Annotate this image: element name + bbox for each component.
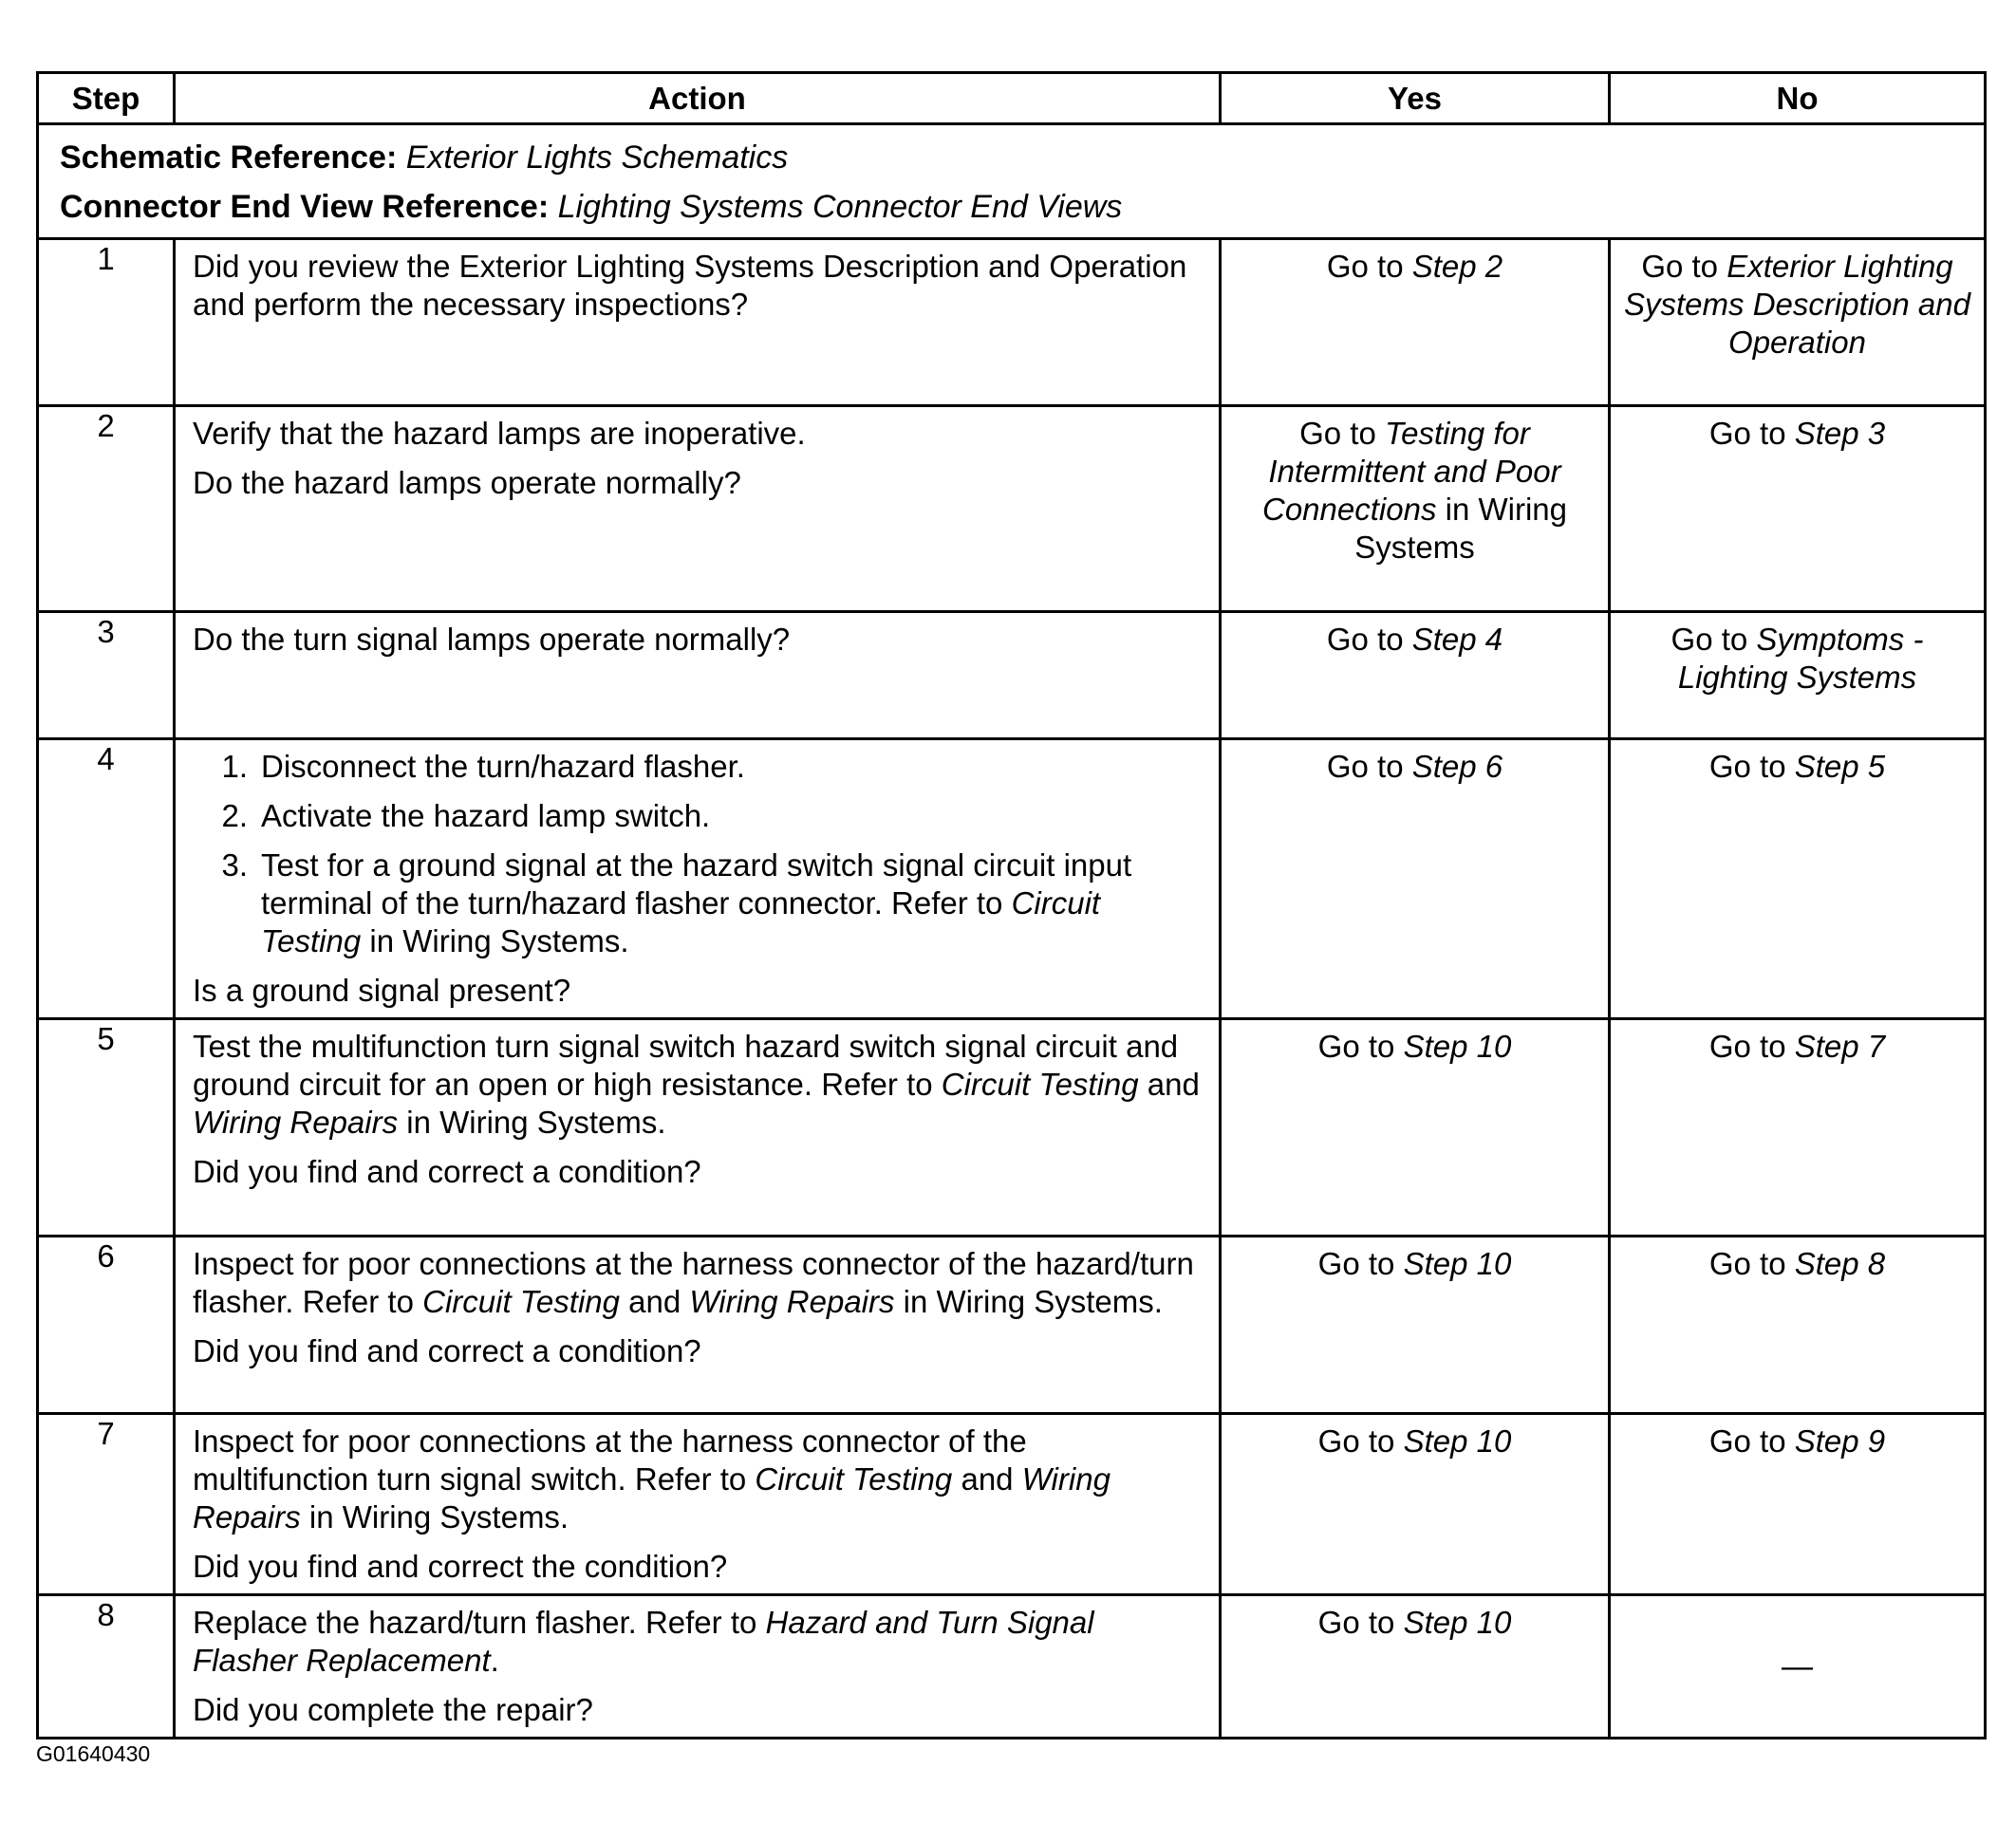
step-number: 4 xyxy=(38,739,175,1019)
no-cell xyxy=(1610,612,1986,739)
schematic-reference-link[interactable]: Exterior Lights Schematics xyxy=(405,140,789,176)
action-cell xyxy=(175,1019,1221,1237)
step-number: 8 xyxy=(38,1595,175,1739)
no-prefix: Go to xyxy=(1708,749,1795,784)
action-text-part: in Wiring Systems. xyxy=(300,1499,569,1535)
action-cell xyxy=(175,406,1221,612)
no-prefix: Go to xyxy=(1708,1029,1795,1064)
reference-row xyxy=(38,124,1986,239)
no-cell xyxy=(1610,739,1986,1019)
yes-prefix: Go to xyxy=(1326,249,1412,284)
no-prefix: Go to xyxy=(1641,249,1727,284)
yes-link[interactable]: Testing for Intermittent and Poor Connections xyxy=(1262,416,1561,527)
connector-reference xyxy=(60,182,1963,232)
action-steps-list xyxy=(193,748,1202,960)
table-row xyxy=(38,406,1986,612)
no-result xyxy=(1620,415,1974,453)
action-text xyxy=(193,1245,1202,1321)
yes-result xyxy=(1231,415,1598,567)
action-question: Did you find and correct the condition? xyxy=(193,1549,728,1584)
list-item xyxy=(193,748,1202,786)
action-link[interactable]: Wiring Repairs xyxy=(689,1284,895,1319)
no-cell xyxy=(1610,406,1986,612)
list-number: 1. xyxy=(221,749,248,784)
action-cell xyxy=(175,612,1221,739)
action-cell xyxy=(175,239,1221,406)
step-number: 3 xyxy=(38,612,175,739)
step-number: 1 xyxy=(38,239,175,406)
no-link[interactable]: Step 3 xyxy=(1794,416,1886,451)
step-number: 2 xyxy=(38,406,175,612)
yes-prefix: Go to xyxy=(1299,416,1385,451)
list-suffix: in Wiring Systems. xyxy=(361,923,629,958)
yes-result xyxy=(1231,748,1598,786)
no-cell xyxy=(1610,1414,1986,1595)
table-row xyxy=(38,1414,1986,1595)
yes-prefix: Go to xyxy=(1317,1605,1404,1640)
yes-prefix: Go to xyxy=(1326,749,1412,784)
no-prefix: Go to xyxy=(1708,1246,1795,1281)
step-number: 6 xyxy=(38,1237,175,1414)
no-link[interactable]: Step 9 xyxy=(1794,1423,1886,1459)
yes-cell xyxy=(1221,1237,1610,1414)
no-result xyxy=(1620,1245,1974,1283)
yes-suffix: in Wiring Systems xyxy=(1354,492,1567,565)
yes-cell xyxy=(1221,1414,1610,1595)
no-result xyxy=(1620,1028,1974,1066)
action-text-part: in Wiring Systems. xyxy=(398,1105,666,1140)
yes-cell xyxy=(1221,406,1610,612)
step-number: 5 xyxy=(38,1019,175,1237)
action-text xyxy=(193,1028,1202,1142)
yes-prefix: Go to xyxy=(1317,1029,1404,1064)
action-text xyxy=(193,1604,1202,1680)
action-text-part: . xyxy=(490,1643,499,1678)
action-text-part: and xyxy=(1138,1067,1200,1102)
connector-reference-link[interactable]: Lighting Systems Connector End Views xyxy=(557,189,1123,225)
header-no: No xyxy=(1610,73,1986,124)
no-link[interactable]: Step 7 xyxy=(1794,1029,1886,1064)
yes-cell xyxy=(1221,612,1610,739)
action-text-part: Test the multifunction turn signal switch hazard switch signal circuit and ground circuit for an open or high resistance. Refer to xyxy=(193,1029,1179,1102)
table-row xyxy=(38,739,1986,1019)
action-cell xyxy=(175,1237,1221,1414)
action-link[interactable]: Circuit Testing xyxy=(755,1461,953,1497)
list-item xyxy=(193,846,1202,960)
action-text-part: Inspect for poor connections at the harness connector of the hazard/turn flasher. Refer to xyxy=(193,1246,1194,1319)
action-link[interactable]: Wiring Repairs xyxy=(193,1461,1111,1535)
no-link[interactable]: Exterior Lighting Systems Description and Operation xyxy=(1624,249,1970,360)
action-question: Did you complete the repair? xyxy=(193,1692,593,1727)
no-prefix: Go to xyxy=(1708,416,1795,451)
no-link[interactable]: Step 8 xyxy=(1794,1246,1886,1281)
table-row xyxy=(38,1237,1986,1414)
table-row xyxy=(38,1595,1986,1739)
header-step: Step xyxy=(38,73,175,124)
action-link[interactable]: Wiring Repairs xyxy=(193,1105,399,1140)
action-link[interactable]: Circuit Testing xyxy=(941,1067,1139,1102)
list-text: Activate the hazard lamp switch. xyxy=(261,798,711,833)
yes-link[interactable]: Step 2 xyxy=(1411,249,1503,284)
yes-result xyxy=(1231,1423,1598,1460)
yes-link[interactable]: Step 10 xyxy=(1403,1605,1512,1640)
no-result: — xyxy=(1782,1648,1813,1683)
yes-cell xyxy=(1221,1019,1610,1237)
action-question: Is a ground signal present? xyxy=(193,973,571,1008)
yes-cell xyxy=(1221,739,1610,1019)
action-question: Do the hazard lamps operate normally? xyxy=(193,465,741,500)
yes-result xyxy=(1231,1028,1598,1066)
yes-link[interactable]: Step 4 xyxy=(1411,622,1503,657)
schematic-reference-label: Schematic Reference: xyxy=(60,140,398,176)
no-cell xyxy=(1610,1019,1986,1237)
action-text: Did you review the Exterior Lighting Systems Description and Operation and perform the necessary inspections? xyxy=(193,249,1187,322)
no-cell xyxy=(1610,1595,1986,1739)
yes-link[interactable]: Step 6 xyxy=(1411,749,1503,784)
list-item xyxy=(193,797,1202,835)
table-row xyxy=(38,612,1986,739)
step-number: 7 xyxy=(38,1414,175,1595)
header-row xyxy=(38,73,1986,124)
yes-prefix: Go to xyxy=(1317,1246,1404,1281)
yes-cell xyxy=(1221,239,1610,406)
table-row xyxy=(38,239,1986,406)
no-prefix: Go to xyxy=(1708,1423,1795,1459)
action-link[interactable]: Circuit Testing xyxy=(422,1284,620,1319)
no-prefix: Go to xyxy=(1671,622,1757,657)
list-text: Disconnect the turn/hazard flasher. xyxy=(261,749,745,784)
list-link[interactable]: Circuit Testing xyxy=(261,885,1101,958)
yes-prefix: Go to xyxy=(1317,1423,1404,1459)
table-row xyxy=(38,1019,1986,1237)
no-result xyxy=(1620,621,1974,697)
yes-result xyxy=(1231,621,1598,659)
action-cell xyxy=(175,1414,1221,1595)
list-text-wrap xyxy=(261,846,1202,960)
header-action: Action xyxy=(175,73,1221,124)
no-result xyxy=(1620,248,1974,362)
diagnostic-table xyxy=(36,71,1987,1739)
action-text-part: and xyxy=(620,1284,690,1319)
no-cell xyxy=(1610,239,1986,406)
no-result xyxy=(1620,1423,1974,1460)
action-cell xyxy=(175,1595,1221,1739)
action-text-part: and xyxy=(952,1461,1022,1497)
yes-link[interactable]: Step 10 xyxy=(1403,1423,1512,1459)
action-link[interactable]: Hazard and Turn Signal Flasher Replacement xyxy=(193,1605,1094,1678)
yes-result xyxy=(1231,1604,1598,1642)
yes-cell xyxy=(1221,1595,1610,1739)
action-text-part: Inspect for poor connections at the harness connector of the multifunction turn signal switch. Refer to xyxy=(193,1423,1027,1497)
action-text: Verify that the hazard lamps are inoperative. xyxy=(193,416,806,451)
action-text xyxy=(193,1423,1202,1536)
no-cell xyxy=(1610,1237,1986,1414)
reference-cell xyxy=(38,124,1986,239)
list-number: 3. xyxy=(221,847,248,883)
action-text-part: Replace the hazard/turn flasher. Refer to xyxy=(193,1605,766,1640)
yes-link[interactable]: Step 10 xyxy=(1403,1029,1512,1064)
action-text: Do the turn signal lamps operate normally? xyxy=(193,622,791,657)
no-result xyxy=(1620,748,1974,786)
schematic-reference xyxy=(60,133,1963,182)
yes-result xyxy=(1231,248,1598,286)
no-link[interactable]: Symptoms - Lighting Systems xyxy=(1677,622,1924,695)
action-text-part: in Wiring Systems. xyxy=(894,1284,1163,1319)
yes-prefix: Go to xyxy=(1326,622,1412,657)
list-number: 2. xyxy=(221,798,248,833)
action-cell xyxy=(175,739,1221,1019)
action-question: Did you find and correct a condition? xyxy=(193,1333,701,1368)
yes-link[interactable]: Step 10 xyxy=(1403,1246,1512,1281)
figure-id: G01640430 xyxy=(36,1741,151,1766)
yes-result xyxy=(1231,1245,1598,1283)
connector-reference-label: Connector End View Reference: xyxy=(60,189,550,225)
header-yes: Yes xyxy=(1221,73,1610,124)
list-text: Test for a ground signal at the hazard switch signal circuit input terminal of the turn/hazard flasher connector. Refer to xyxy=(261,847,1132,921)
action-question: Did you find and correct a condition? xyxy=(193,1154,701,1189)
no-link[interactable]: Step 5 xyxy=(1794,749,1886,784)
